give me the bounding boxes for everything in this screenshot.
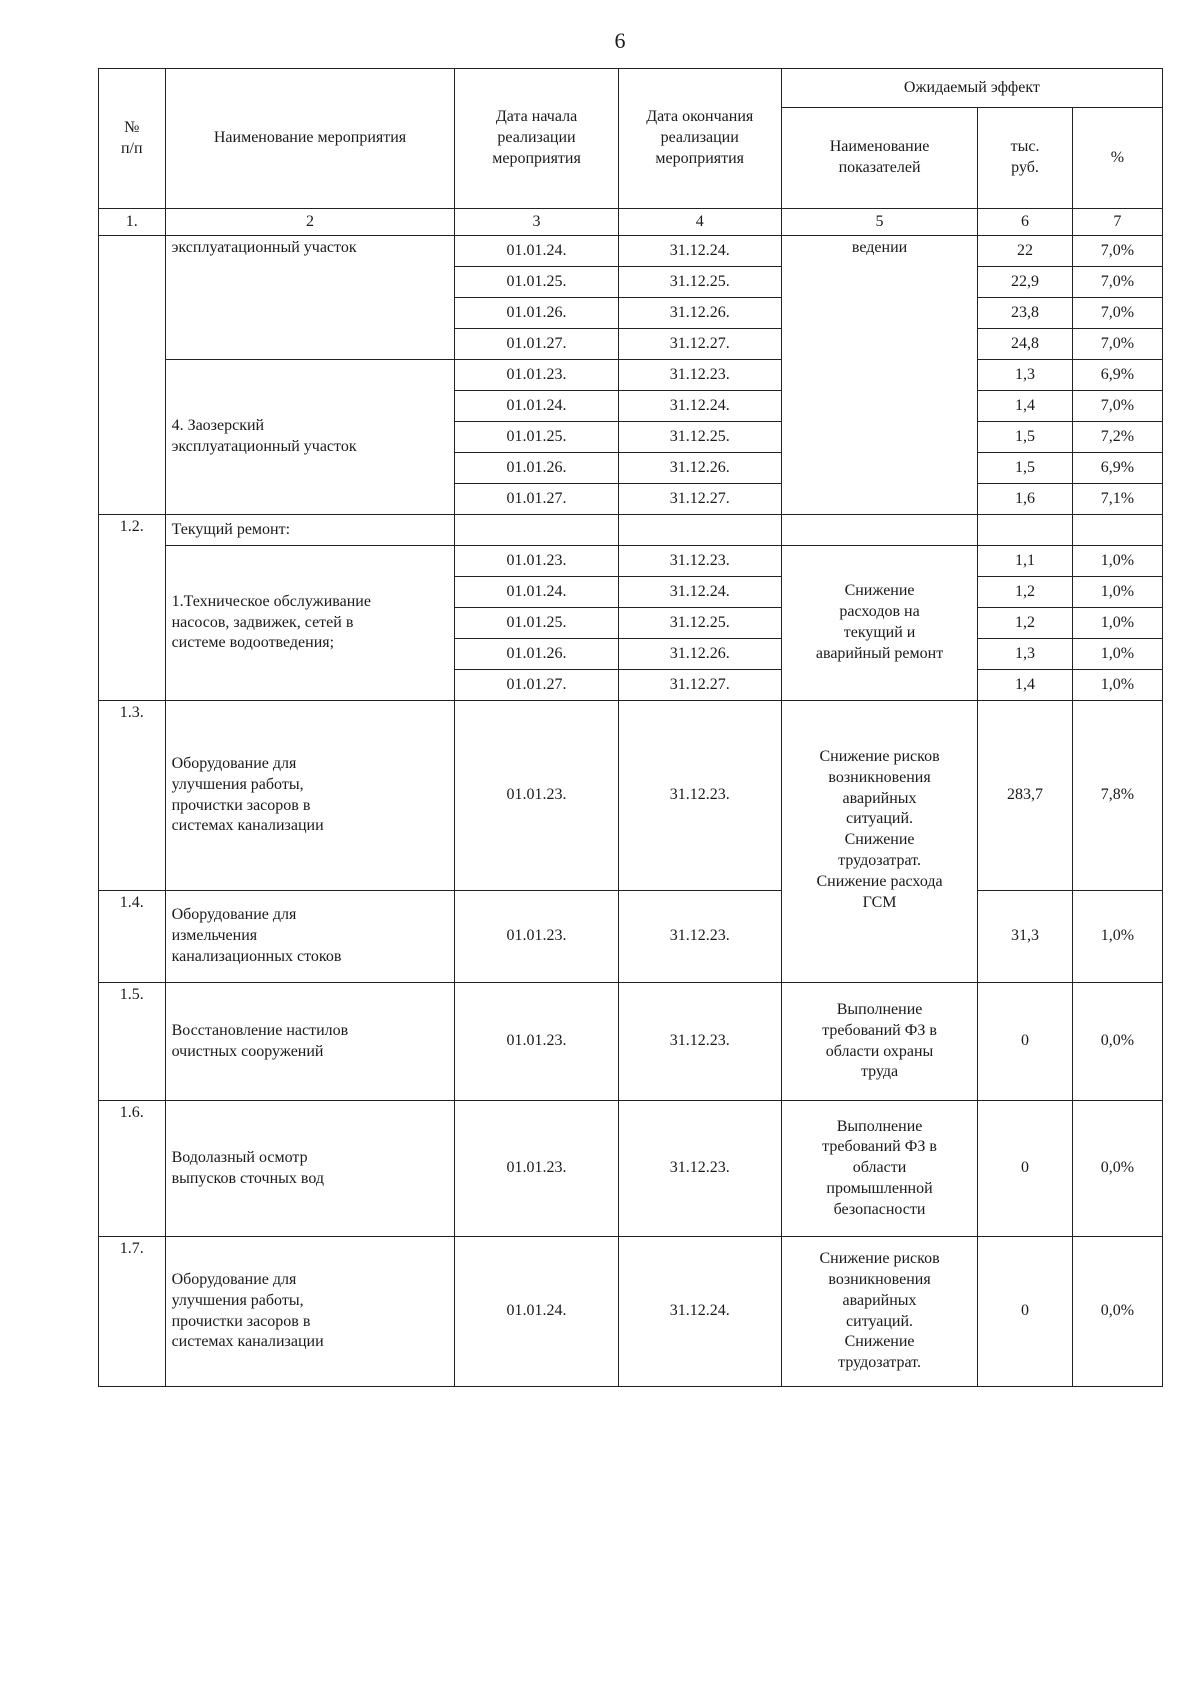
start-date: 01.01.23.	[455, 546, 618, 577]
value-percent: 7,2%	[1072, 422, 1162, 453]
end-date: 31.12.23.	[618, 891, 781, 983]
value-percent: 1,0%	[1072, 670, 1162, 701]
value-thousand-rub: 0	[978, 1237, 1072, 1387]
value-thousand-rub: 1,6	[978, 484, 1072, 515]
header-percent: %	[1072, 108, 1162, 209]
start-date: 01.01.24.	[455, 236, 618, 267]
section-row	[99, 515, 1163, 546]
value-percent: 1,0%	[1072, 546, 1162, 577]
value-thousand-rub: 1,3	[978, 360, 1072, 391]
column-number: 3	[455, 209, 618, 236]
start-date: 01.01.25.	[455, 608, 618, 639]
start-date: 01.01.27.	[455, 484, 618, 515]
value-thousand-rub: 1,1	[978, 546, 1072, 577]
measure-name: 4. Заозерский эксплуатационный участок	[165, 360, 455, 515]
value-thousand-rub: 0	[978, 983, 1072, 1101]
column-number: 7	[1072, 209, 1162, 236]
column-numbers-row	[99, 209, 1163, 236]
value-thousand-rub: 0	[978, 1101, 1072, 1237]
end-date: 31.12.25.	[618, 267, 781, 298]
column-number: 2	[165, 209, 455, 236]
end-date: 31.12.25.	[618, 608, 781, 639]
column-number: 4	[618, 209, 781, 236]
start-date: 01.01.24.	[455, 391, 618, 422]
table-row	[99, 983, 1163, 1101]
measure-name: Оборудование для измельчения канализационных стоков	[165, 891, 455, 983]
end-date: 31.12.23.	[618, 701, 781, 891]
value-thousand-rub: 1,3	[978, 639, 1072, 670]
value-percent: 1,0%	[1072, 639, 1162, 670]
item-number: 1.3.	[99, 701, 166, 891]
end-date: 31.12.23.	[618, 983, 781, 1101]
item-number: 1.6.	[99, 1101, 166, 1237]
table-row	[99, 546, 1163, 577]
table-row	[99, 236, 1163, 267]
start-date: 01.01.23.	[455, 701, 618, 891]
value-percent: 6,9%	[1072, 453, 1162, 484]
value-percent: 7,0%	[1072, 329, 1162, 360]
value-thousand-rub: 22,9	[978, 267, 1072, 298]
end-date: 31.12.24.	[618, 1237, 781, 1387]
value-thousand-rub: 283,7	[978, 701, 1072, 891]
start-date: 01.01.26.	[455, 453, 618, 484]
header-start-date: Дата начала реализации мероприятия	[455, 69, 618, 209]
end-date: 31.12.23.	[618, 546, 781, 577]
end-date: 31.12.26.	[618, 639, 781, 670]
value-percent: 1,0%	[1072, 608, 1162, 639]
header-measure-name: Наименование мероприятия	[165, 69, 455, 209]
start-date: 01.01.23.	[455, 983, 618, 1101]
value-percent: 1,0%	[1072, 891, 1162, 983]
measure-name: Текущий ремонт:	[165, 515, 455, 546]
measure-name: Оборудование для улучшения работы, прочистки засоров в системах канализации	[165, 1237, 455, 1387]
column-number: 6	[978, 209, 1072, 236]
indicator-name: Выполнение требований ФЗ в области промышленной безопасности	[781, 1101, 977, 1237]
value-thousand-rub: 23,8	[978, 298, 1072, 329]
measure-name: Оборудование для улучшения работы, прочистки засоров в системах канализации	[165, 701, 455, 891]
start-date: 01.01.26.	[455, 639, 618, 670]
end-date: 31.12.24.	[618, 391, 781, 422]
measure-name: 1.Техническое обслуживание насосов, задвижек, сетей в системе водоотведения;	[165, 546, 455, 701]
value-percent: 7,0%	[1072, 298, 1162, 329]
value-percent: 1,0%	[1072, 577, 1162, 608]
value-percent: 0,0%	[1072, 983, 1162, 1101]
end-date: 31.12.26.	[618, 453, 781, 484]
value-thousand-rub: 1,5	[978, 422, 1072, 453]
start-date: 01.01.25.	[455, 267, 618, 298]
indicator-name: Выполнение требований ФЗ в области охраны труда	[781, 983, 977, 1101]
table-row	[99, 1101, 1163, 1237]
value-percent: 0,0%	[1072, 1101, 1162, 1237]
column-number: 5	[781, 209, 977, 236]
value-thousand-rub: 1,4	[978, 670, 1072, 701]
page-number: 6	[614, 28, 626, 53]
value-thousand-rub: 31,3	[978, 891, 1072, 983]
table-row	[99, 701, 1163, 891]
indicator-name: ведении	[781, 236, 977, 515]
indicator-name: Снижение расходов на текущий и аварийный ремонт	[781, 546, 977, 701]
end-date: 31.12.24.	[618, 236, 781, 267]
value-percent: 7,0%	[1072, 236, 1162, 267]
start-date: 01.01.27.	[455, 329, 618, 360]
end-date: 31.12.23.	[618, 1101, 781, 1237]
indicator-name: Снижение рисков возникновения аварийных ситуаций. Снижение трудозатрат. Снижение расхода ГСМ	[781, 701, 977, 983]
value-thousand-rub: 22	[978, 236, 1072, 267]
value-percent: 7,8%	[1072, 701, 1162, 891]
value-thousand-rub: 1,2	[978, 608, 1072, 639]
table-row	[99, 1237, 1163, 1387]
end-date: 31.12.25.	[618, 422, 781, 453]
start-date: 01.01.27.	[455, 670, 618, 701]
end-date: 31.12.27.	[618, 329, 781, 360]
measure-name: Восстановление настилов очистных сооружений	[165, 983, 455, 1101]
start-date: 01.01.24.	[455, 577, 618, 608]
end-date: 31.12.27.	[618, 484, 781, 515]
end-date: 31.12.26.	[618, 298, 781, 329]
value-percent: 7,1%	[1072, 484, 1162, 515]
item-number: 1.2.	[99, 515, 166, 701]
start-date: 01.01.26.	[455, 298, 618, 329]
header-thousand-rub: тыс. руб.	[978, 108, 1072, 209]
indicator-name: Снижение рисков возникновения аварийных ситуаций. Снижение трудозатрат.	[781, 1237, 977, 1387]
header-end-date: Дата окончания реализации мероприятия	[618, 69, 781, 209]
value-thousand-rub: 1,2	[978, 577, 1072, 608]
measure-name: Водолазный осмотр выпусков сточных вод	[165, 1101, 455, 1237]
measure-name: эксплуатационный участок	[165, 236, 455, 360]
item-number: 1.5.	[99, 983, 166, 1101]
header-number: № п/п	[99, 69, 166, 209]
value-thousand-rub: 1,5	[978, 453, 1072, 484]
value-thousand-rub: 1,4	[978, 391, 1072, 422]
start-date: 01.01.24.	[455, 1237, 618, 1387]
end-date: 31.12.23.	[618, 360, 781, 391]
start-date: 01.01.23.	[455, 891, 618, 983]
measures-table	[98, 68, 1163, 1387]
number-cell-empty	[99, 236, 166, 515]
header-expected-effect: Ожидаемый эффект	[781, 69, 1162, 108]
header-indicator-name: Наименование показателей	[781, 108, 977, 209]
table-row	[99, 891, 1163, 983]
item-number: 1.4.	[99, 891, 166, 983]
value-thousand-rub: 24,8	[978, 329, 1072, 360]
value-percent: 6,9%	[1072, 360, 1162, 391]
start-date: 01.01.23.	[455, 1101, 618, 1237]
column-number: 1.	[99, 209, 166, 236]
value-percent: 7,0%	[1072, 391, 1162, 422]
end-date: 31.12.27.	[618, 670, 781, 701]
end-date: 31.12.24.	[618, 577, 781, 608]
value-percent: 7,0%	[1072, 267, 1162, 298]
item-number: 1.7.	[99, 1237, 166, 1387]
table-row	[99, 360, 1163, 391]
start-date: 01.01.23.	[455, 360, 618, 391]
value-percent: 0,0%	[1072, 1237, 1162, 1387]
start-date: 01.01.25.	[455, 422, 618, 453]
